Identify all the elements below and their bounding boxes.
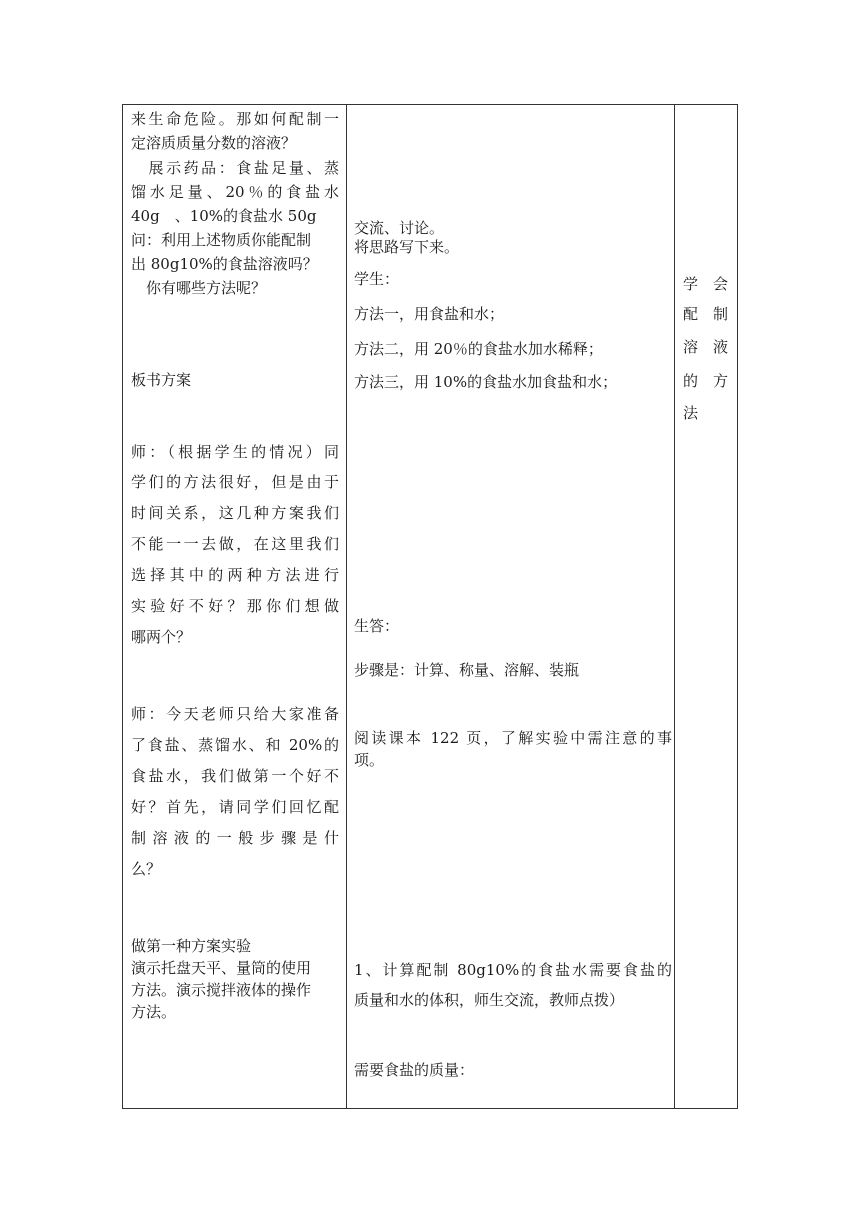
text-line: 方法。 (131, 1003, 177, 1021)
text-line: 阅读课本 122 页，了解实验中需注意的事 (354, 729, 672, 747)
text-line: 学 会 (683, 275, 729, 293)
text-line: 问：利用上述物质你能配制 (131, 231, 312, 249)
text-line: 需要食盐的质量： (354, 1061, 475, 1079)
text-line: 配 制 (683, 305, 729, 323)
text-line: 好？首先，请同学们回忆配 (131, 798, 339, 816)
column-divider (346, 105, 347, 1108)
column-divider (674, 105, 675, 1108)
text-line: 溶 液 (683, 338, 729, 356)
method-two: 方法二，用 20％的食盐水加水稀释； (354, 340, 603, 358)
text-line: 项。 (354, 751, 385, 769)
text-line: 定溶质质量分数的溶液？ (131, 134, 297, 152)
text-line: 师：今天老师只给大家准备 (131, 705, 339, 723)
text-line: 实验好不好？那你们想做 (131, 597, 339, 615)
text-line: 哪两个？ (131, 628, 192, 646)
text-line: 你有哪些方法呢？ (131, 279, 267, 297)
text-line: 质量和水的体积，师生交流，教师点拨） (354, 991, 625, 1009)
text-line: 演示托盘天平、量筒的使用 (131, 959, 312, 977)
text-line: 的 方 (683, 372, 729, 390)
text-line: 方法。演示搅拌液体的操作 (131, 981, 312, 999)
text-line: 展示药品：食盐足量、蒸 (131, 159, 339, 177)
text-line: 了食盐、蒸馏水、和 20%的 (131, 736, 339, 754)
text-line: 时间关系，这几种方案我们 (131, 504, 339, 522)
text-line: 师：（根据学生的情况）同 (131, 443, 339, 461)
text-line: 学生： (354, 270, 400, 288)
method-three: 方法三，用 10%的食盐水加食盐和水； (354, 373, 618, 391)
text-line: 选择其中的两种方法进行 (131, 566, 339, 584)
text-line: 学们的方法很好，但是由于 (131, 473, 339, 491)
text-line: 法 (683, 404, 699, 422)
text-line: 么？ (131, 860, 162, 878)
text-line: 食盐水，我们做第一个好不 (131, 767, 339, 785)
method-one: 方法一，用食盐和水； (354, 305, 505, 323)
text-line: 馏水足量、20％的食盐水 (131, 183, 339, 201)
text-line: 1、计算配制 80g10%的食盐水需要食盐的 (354, 961, 672, 979)
text-line: 制溶液的一般步骤是什 (131, 829, 339, 847)
text-line: 生答： (354, 617, 400, 635)
text-line: 40g 、10%的食盐水 50g (131, 207, 317, 225)
text-line: 不能一一去做，在这里我们 (131, 535, 339, 553)
text-line: 出 80g10%的食盐溶液吗？ (131, 255, 318, 273)
lesson-table (122, 104, 738, 1109)
steps-text: 步骤是：计算、称量、溶解、装瓶 (354, 661, 580, 679)
board-plan-heading: 板书方案 (131, 371, 192, 389)
text-line: 将思路写下来。 (354, 238, 460, 256)
text-line: 做第一种方案实验 (131, 937, 252, 955)
text-line: 来生命危险。那如何配制一 (131, 110, 339, 128)
text-line: 交流、讨论。 (354, 219, 445, 237)
